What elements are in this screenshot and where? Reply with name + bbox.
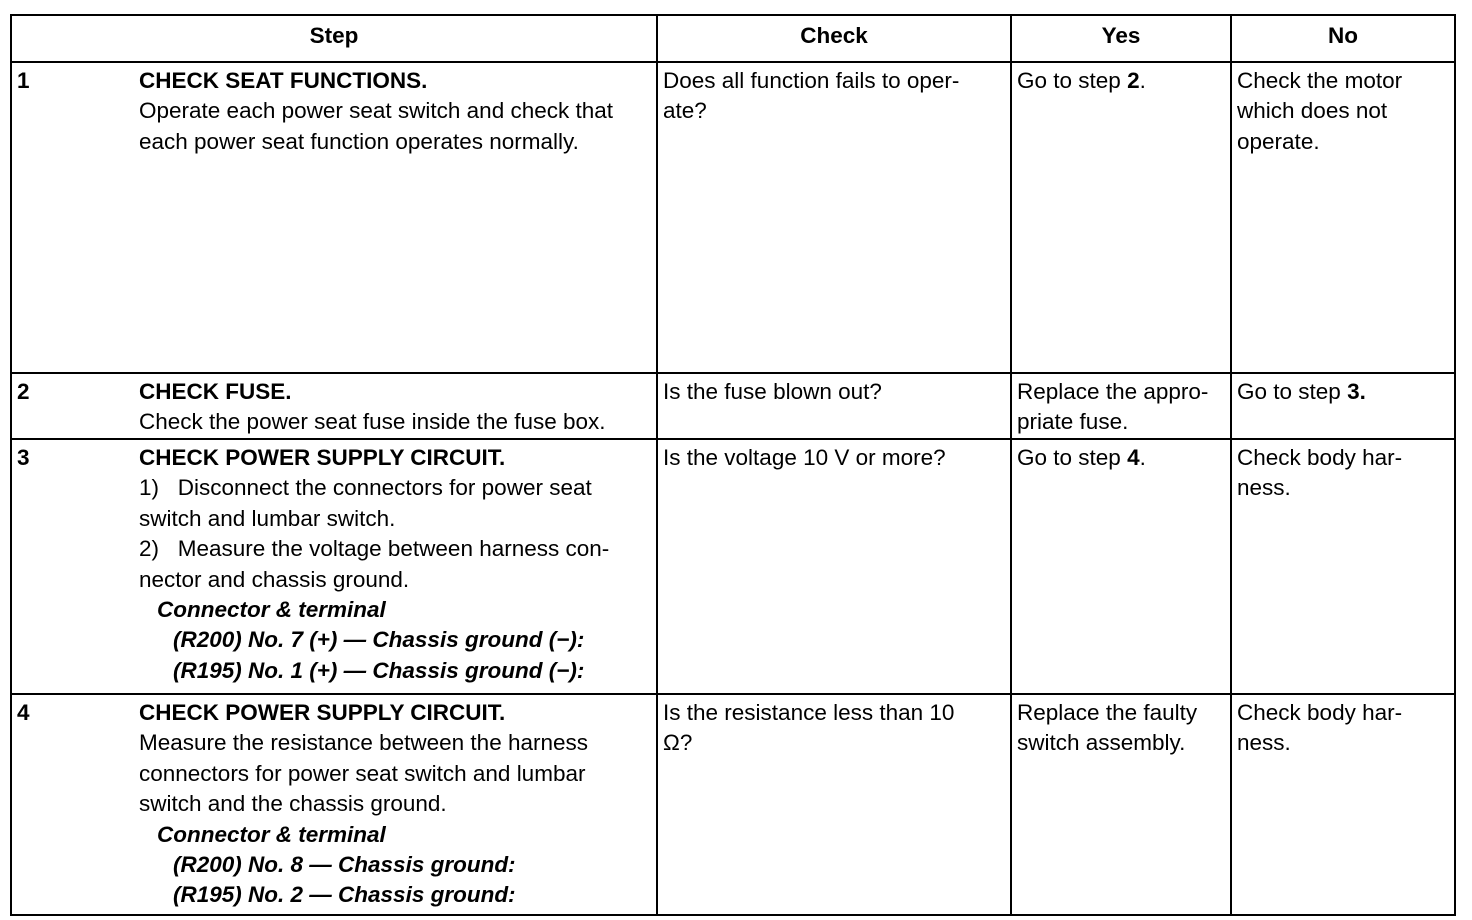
step-description (134, 439, 657, 694)
step-text-line: switch and the chassis ground. (139, 791, 447, 817)
no-text: Go to step (1237, 379, 1348, 404)
step-text-line: connectors for power seat switch and lumbar (139, 760, 586, 786)
header-yes: Yes (1011, 15, 1231, 62)
no-cell (1231, 439, 1455, 694)
yes-cell (1011, 62, 1231, 373)
terminal-spec: (R195) No. 2 — Chassis ground: (173, 882, 516, 908)
header-no: No (1231, 15, 1455, 62)
terminal-spec: (R200) No. 7 (+) — Chassis ground (−): (173, 627, 585, 653)
diagnostic-table (10, 14, 1456, 916)
step-text-line: 2) Measure the voltage between harness con- (139, 536, 610, 562)
check-cell (657, 694, 1011, 915)
terminal-spec: (R200) No. 8 — Chassis ground: (173, 852, 516, 878)
connector-label: Connector & terminal (157, 821, 386, 847)
yes-step-ref: 2 (1127, 68, 1140, 93)
yes-cell (1011, 694, 1231, 915)
step-text-line: Measure the resistance between the harness (139, 730, 589, 756)
check-text-line: Is the voltage 10 V or more? (663, 445, 946, 470)
no-cell (1231, 62, 1455, 373)
check-cell (657, 439, 1011, 694)
step-text-line: Operate each power seat switch and check that (139, 98, 614, 124)
header-step: Step (11, 15, 657, 62)
diagnostic-procedure-document (10, 14, 1454, 916)
table-row (11, 439, 1455, 694)
step-description (134, 694, 657, 915)
yes-text-line: switch assembly. (1017, 730, 1186, 756)
step-text-line: 1) Disconnect the connectors for power seat (139, 475, 592, 501)
yes-text-line: priate fuse. (1017, 409, 1129, 435)
check-text-line: Does all function fails to oper- (663, 68, 960, 93)
step-text-line: each power seat function operates normally. (139, 128, 579, 154)
step-text-line: Check the power seat fuse inside the fuse box. (139, 409, 606, 435)
step-title: CHECK POWER SUPPLY CIRCUIT. (139, 700, 506, 725)
table-row (11, 62, 1455, 373)
step-description (134, 62, 657, 373)
check-cell (657, 62, 1011, 373)
no-cell (1231, 373, 1455, 439)
header-check: Check (657, 15, 1011, 62)
no-text-line: ness. (1237, 475, 1291, 501)
yes-suffix: . (1139, 68, 1146, 93)
check-text-line: Is the fuse blown out? (663, 379, 882, 404)
check-text-line: Is the resistance less than 10 (663, 700, 955, 725)
table-header-row (11, 15, 1455, 62)
check-text-line: Ω? (663, 730, 693, 756)
no-text-line: Check body har- (1237, 700, 1403, 725)
terminal-spec: (R195) No. 1 (+) — Chassis ground (−): (173, 657, 585, 683)
yes-cell (1011, 373, 1231, 439)
no-step-ref: 3 (1347, 379, 1360, 404)
table-row (11, 694, 1455, 915)
no-text-line: which does not (1237, 98, 1388, 124)
check-text-line: ate? (663, 98, 707, 124)
no-text-line: ness. (1237, 730, 1291, 756)
yes-text-line: Replace the faulty (1017, 700, 1198, 725)
check-cell (657, 373, 1011, 439)
yes-step-ref: 4 (1127, 445, 1140, 470)
no-cell (1231, 694, 1455, 915)
step-title: CHECK POWER SUPPLY CIRCUIT. (139, 445, 506, 470)
yes-text-line: Replace the appro- (1017, 379, 1209, 404)
no-text-line: Check body har- (1237, 445, 1403, 470)
yes-text: Go to step (1017, 68, 1128, 93)
step-text-line: switch and lumbar switch. (139, 505, 396, 531)
step-description (134, 373, 657, 439)
connector-label: Connector & terminal (157, 597, 386, 623)
yes-cell (1011, 439, 1231, 694)
table-row (11, 373, 1455, 439)
yes-suffix: . (1139, 445, 1146, 470)
yes-text: Go to step (1017, 445, 1128, 470)
step-title: CHECK FUSE. (139, 379, 292, 404)
step-number: 3 (11, 439, 134, 694)
step-number: 2 (11, 373, 134, 439)
step-title: CHECK SEAT FUNCTIONS. (139, 68, 428, 93)
step-number: 1 (11, 62, 134, 373)
step-number: 4 (11, 694, 134, 915)
no-text-line: Check the motor (1237, 68, 1403, 93)
no-text-line: operate. (1237, 128, 1320, 154)
step-text-line: nector and chassis ground. (139, 566, 410, 592)
no-suffix: . (1359, 379, 1366, 404)
